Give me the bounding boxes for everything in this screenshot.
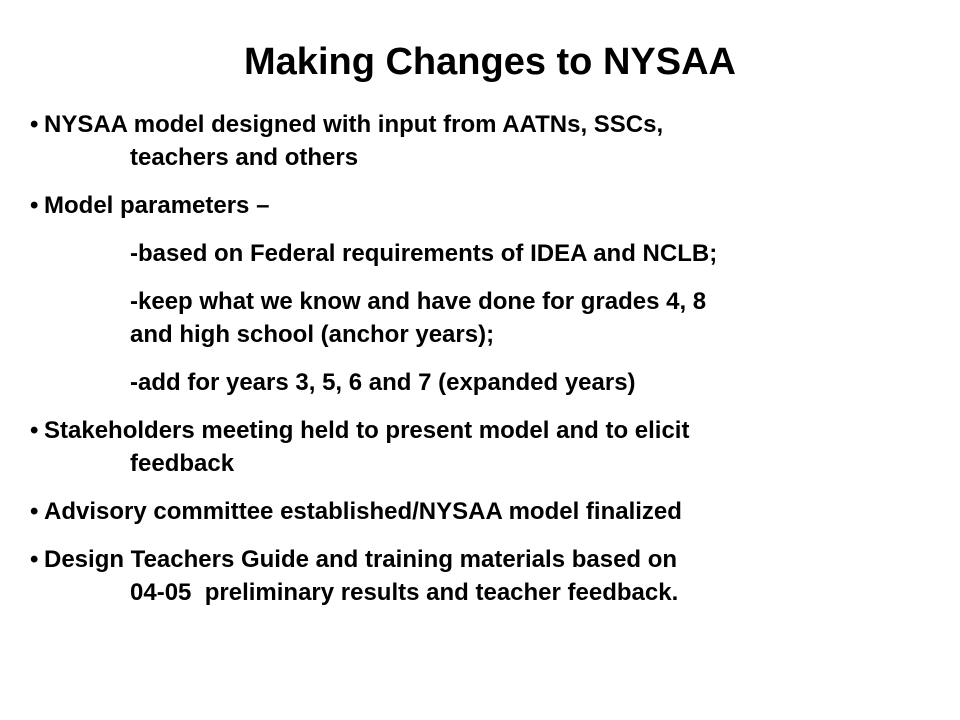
bullet-text-continued: teachers and others (130, 144, 359, 171)
sub-item-text-continued: and high school (anchor years); (130, 321, 495, 348)
bullet-icon: • (30, 498, 39, 525)
bullet-item (30, 108, 950, 174)
bullet-text-continued: feedback (130, 450, 235, 477)
sub-item: -based on Federal requirements of IDEA and NCLB; (130, 240, 718, 267)
sub-item (30, 285, 950, 351)
sub-item: -add for years 3, 5, 6 and 7 (expanded years) (130, 369, 636, 396)
bullet-item (30, 189, 950, 222)
bullet-text: Model parameters – (44, 192, 270, 219)
bullet-icon: • (30, 111, 39, 138)
bullet-item (30, 495, 950, 528)
sub-item-text: -keep what we know and have done for grades 4, 8 (130, 288, 707, 315)
bullet-text: Advisory committee established/NYSAA model finalized (44, 498, 682, 525)
bullet-item (30, 543, 950, 609)
bullet-icon: • (30, 546, 39, 573)
bullet-text: Design Teachers Guide and training materials based on (44, 546, 678, 573)
slide-title: Making Changes to NYSAA (244, 41, 736, 83)
bullet-text-continued: 04-05 preliminary results and teacher feedback. (130, 579, 679, 606)
bullet-icon: • (30, 192, 39, 219)
bullet-icon: • (30, 417, 39, 444)
bullet-text: NYSAA model designed with input from AATNs, SSCs, (44, 111, 664, 138)
slide-body (30, 108, 950, 624)
bullet-item (30, 414, 950, 480)
bullet-text: Stakeholders meeting held to present model and to elicit (44, 417, 690, 444)
